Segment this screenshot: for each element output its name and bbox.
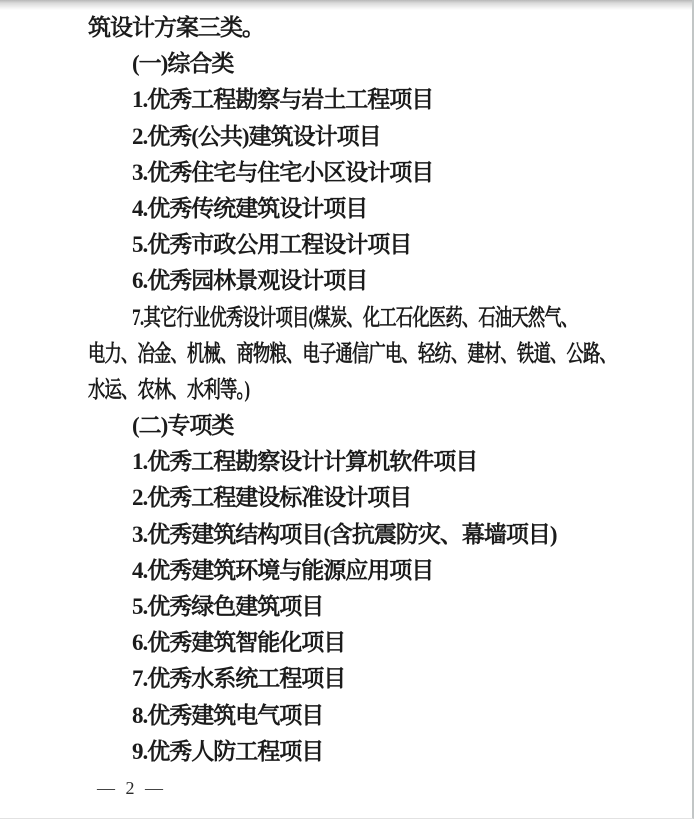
document-line: [88, 553, 628, 589]
line-text: 电力、冶金、机械、商物粮、电子通信广电、轻纺、建材、铁道、公路、: [88, 340, 616, 366]
line-text: 7.优秀水系统工程项目: [132, 666, 346, 692]
line-text: (一)综合类: [132, 51, 234, 77]
document-line: [88, 263, 628, 299]
document-line: [88, 734, 628, 770]
page-content: [88, 10, 628, 806]
document-line-section-heading: [88, 408, 628, 444]
page-number: — 2 —: [97, 777, 164, 798]
line-text: 4.优秀建筑环境与能源应用项目: [132, 557, 434, 583]
document-line-section-heading: [88, 46, 628, 82]
line-text: 1.优秀工程勘察与岩土工程项目: [132, 87, 434, 113]
document-line: [88, 119, 628, 155]
line-text: 5.优秀市政公用工程设计项目: [132, 232, 412, 258]
document-line: [88, 444, 628, 480]
document-line: [88, 227, 628, 263]
document-line: [88, 698, 628, 734]
document-line: [88, 191, 628, 227]
document-line: [88, 10, 628, 46]
line-text: 水运、农林、水利等。): [88, 376, 250, 402]
document-line: [88, 300, 628, 336]
document-line: [88, 589, 628, 625]
document-line: [88, 372, 628, 408]
line-text: 6.优秀建筑智能化项目: [132, 630, 346, 656]
line-text: 5.优秀绿色建筑项目: [132, 594, 324, 619]
line-text: 4.优秀传统建筑设计项目: [132, 195, 368, 221]
document-line: [88, 155, 628, 191]
line-text: (二)专项类: [132, 413, 234, 439]
document-line: [88, 661, 628, 697]
footer: [88, 770, 628, 806]
document-line: [88, 625, 628, 661]
document-line: [88, 82, 628, 118]
document-line: [88, 517, 628, 553]
document-line: [88, 480, 628, 516]
line-text: 7.其它行业优秀设计项目(煤炭、化工石化医药、石油天然气、: [132, 304, 578, 330]
line-text: 2.优秀工程建设标准设计项目: [132, 485, 412, 511]
line-text: 6.优秀园林景观设计项目: [132, 268, 368, 294]
line-text: 1.优秀工程勘察设计计算机软件项目: [132, 449, 478, 475]
line-text: 3.优秀建筑结构项目(含抗震防灾、幕墙项目): [132, 521, 557, 547]
line-text: 筑设计方案三类。: [88, 15, 264, 40]
document-line: [88, 336, 628, 372]
line-text: 8.优秀建筑电气项目: [132, 702, 324, 728]
line-text: 2.优秀(公共)建筑设计项目: [132, 123, 381, 149]
line-text: 9.优秀人防工程项目: [132, 738, 324, 764]
line-text: 3.优秀住宅与住宅小区设计项目: [132, 159, 434, 185]
